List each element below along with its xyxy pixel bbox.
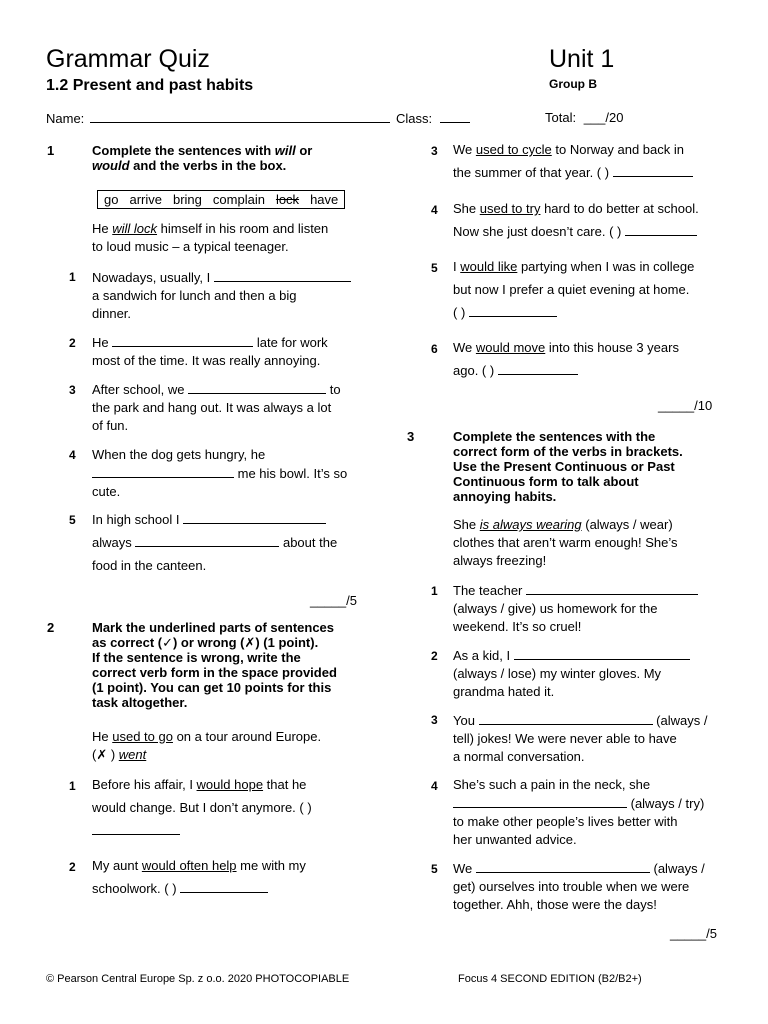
answer-blank[interactable] bbox=[214, 268, 351, 282]
ex1-example: He will lock himself in his room and listen to loud music – a typical teenager. bbox=[92, 221, 329, 254]
answer-blank[interactable] bbox=[476, 859, 650, 873]
unit-title: Unit 1 bbox=[549, 45, 615, 73]
ex1-item-number: 4 bbox=[69, 448, 76, 462]
ex1-item-number: 2 bbox=[69, 336, 76, 350]
ex3-number: 3 bbox=[407, 429, 415, 444]
answer-blank[interactable] bbox=[479, 711, 653, 725]
ex1-instructions: Complete the sentences with will or would and the verbs in the box. bbox=[92, 143, 313, 173]
ex3-item-number: 2 bbox=[431, 649, 438, 663]
ex3-item-5: We (always / get) ourselves into trouble when we were together. Ahh, those were the days! bbox=[453, 861, 705, 912]
ex2-number: 2 bbox=[47, 620, 55, 635]
page-title: Grammar Quiz bbox=[46, 45, 210, 73]
word-box bbox=[97, 190, 345, 209]
class-field[interactable] bbox=[440, 109, 470, 123]
total-score: ___/20 bbox=[583, 110, 624, 125]
group-label: Group B bbox=[549, 77, 597, 91]
answer-blank[interactable] bbox=[112, 333, 253, 347]
answer-blank[interactable] bbox=[469, 303, 557, 317]
ex3-item-2: As a kid, I (always / lose) my winter gloves. My grandma hated it. bbox=[453, 646, 690, 701]
name-label: Name: bbox=[46, 111, 85, 126]
answer-blank[interactable] bbox=[183, 510, 326, 524]
answer-blank[interactable] bbox=[613, 163, 693, 177]
ex3-item-4: She’s such a pain in the neck, she (always / try) to make other people’s lives better with her unwanted advice. bbox=[453, 777, 705, 847]
footer-edition: Focus 4 SECOND EDITION (B2/B2+) bbox=[458, 973, 642, 985]
answer-blank[interactable] bbox=[92, 821, 180, 835]
answer-blank[interactable] bbox=[625, 222, 697, 236]
ex3-item-number: 3 bbox=[431, 713, 438, 727]
ex1-score: _____/5 bbox=[310, 593, 357, 608]
answer-blank[interactable] bbox=[498, 361, 578, 375]
ex3-item-1: The teacher (always / give) us homework for the weekend. It’s so cruel! bbox=[453, 581, 698, 636]
ex1-item-1: Nowadays, usually, I a sandwich for lunch and then a big dinner. bbox=[92, 268, 351, 323]
answer-blank[interactable] bbox=[188, 380, 326, 394]
ex1-item-number: 1 bbox=[69, 270, 76, 284]
ex3-item-number: 1 bbox=[431, 584, 438, 598]
ex2-score: _____/10 bbox=[658, 398, 713, 413]
ex2-item-5: I would like partying when I was in college but now I prefer a quiet evening at home. ( ) bbox=[453, 259, 695, 320]
class-label: Class: bbox=[396, 111, 433, 126]
ex2-item-number: 2 bbox=[69, 860, 76, 874]
ex2-item-number: 6 bbox=[431, 342, 438, 356]
ex2-item-6: We would move into this house 3 years ago. ( ) bbox=[453, 340, 679, 378]
ex1-item-number: 3 bbox=[69, 383, 76, 397]
ex2-item-number: 1 bbox=[69, 779, 76, 793]
ex3-item-number: 5 bbox=[431, 862, 438, 876]
word-item-crossed: lock bbox=[275, 192, 300, 207]
ex2-item-1: Before his affair, I would hope that he would change. But I don’t anymore. ( ) bbox=[92, 773, 312, 842]
ex1-item-number: 5 bbox=[69, 513, 76, 527]
ex2-example: He used to go on a tour around Europe. (✗ ) went bbox=[92, 729, 322, 762]
ex3-item-3: You (always / tell) jokes! We were never able to have a normal conversation. bbox=[453, 713, 708, 764]
ex2-item-number: 5 bbox=[431, 261, 438, 275]
word-item: bring bbox=[172, 192, 202, 207]
class-row bbox=[396, 109, 470, 128]
name-row bbox=[46, 109, 390, 128]
answer-blank[interactable] bbox=[92, 464, 234, 478]
answer-blank[interactable] bbox=[526, 581, 698, 595]
ex2-item-number: 3 bbox=[431, 144, 438, 158]
ex1-item-5: In high school I always about the food in the canteen. bbox=[92, 512, 338, 573]
word-item: have bbox=[310, 192, 339, 207]
ex2-item-3: We used to cycle to Norway and back in the summer of that year. ( ) bbox=[453, 138, 693, 184]
ex1-item-2: He late for work most of the time. It was really annoying. bbox=[92, 335, 328, 368]
answer-blank[interactable] bbox=[453, 794, 627, 808]
answer-blank[interactable] bbox=[180, 879, 268, 893]
ex2-item-number: 4 bbox=[431, 203, 438, 217]
ex1-item-4: When the dog gets hungry, he me his bowl. It’s so cute. bbox=[92, 447, 348, 499]
word-item: complain bbox=[212, 192, 265, 207]
name-field[interactable] bbox=[90, 109, 390, 123]
ex3-item-number: 4 bbox=[431, 779, 438, 793]
total-row bbox=[545, 109, 623, 127]
ex2-instructions: Mark the underlined parts of sentences as correct (✓) or wrong (✗) (1 point). If the sentence is wrong, write the correct verb form in the space provided (1 point). You can get 10 points for this task altogether. bbox=[92, 620, 337, 710]
ex3-instructions: Complete the sentences with the correct form of the verbs in brackets. Use the Present Continuous or Past Continuous form to talk about annoying habits. bbox=[453, 429, 683, 504]
footer-copyright: © Pearson Central Europe Sp. z o.o. 2020 PHOTOCOPIABLE bbox=[46, 973, 350, 985]
answer-blank[interactable] bbox=[135, 533, 279, 547]
ex1-item-3: After school, we to the park and hang out. It was always a lot of fun. bbox=[92, 382, 341, 433]
total-label: Total: bbox=[545, 110, 577, 125]
answer-blank[interactable] bbox=[514, 646, 690, 660]
ex3-score: _____/5 bbox=[670, 926, 717, 941]
word-item: arrive bbox=[129, 192, 162, 207]
ex2-item-4: She used to try hard to do better at school. Now she just doesn’t care. ( ) bbox=[453, 201, 699, 239]
word-item: go bbox=[104, 192, 119, 207]
ex1-number: 1 bbox=[47, 143, 55, 158]
ex2-item-2: My aunt would often help me with my schoolwork. ( ) bbox=[92, 858, 306, 896]
ex3-example: She is always wearing (always / wear) clothes that aren’t warm enough! She’s always freezing! bbox=[453, 517, 678, 568]
page-subtitle: 1.2 Present and past habits bbox=[46, 77, 254, 94]
